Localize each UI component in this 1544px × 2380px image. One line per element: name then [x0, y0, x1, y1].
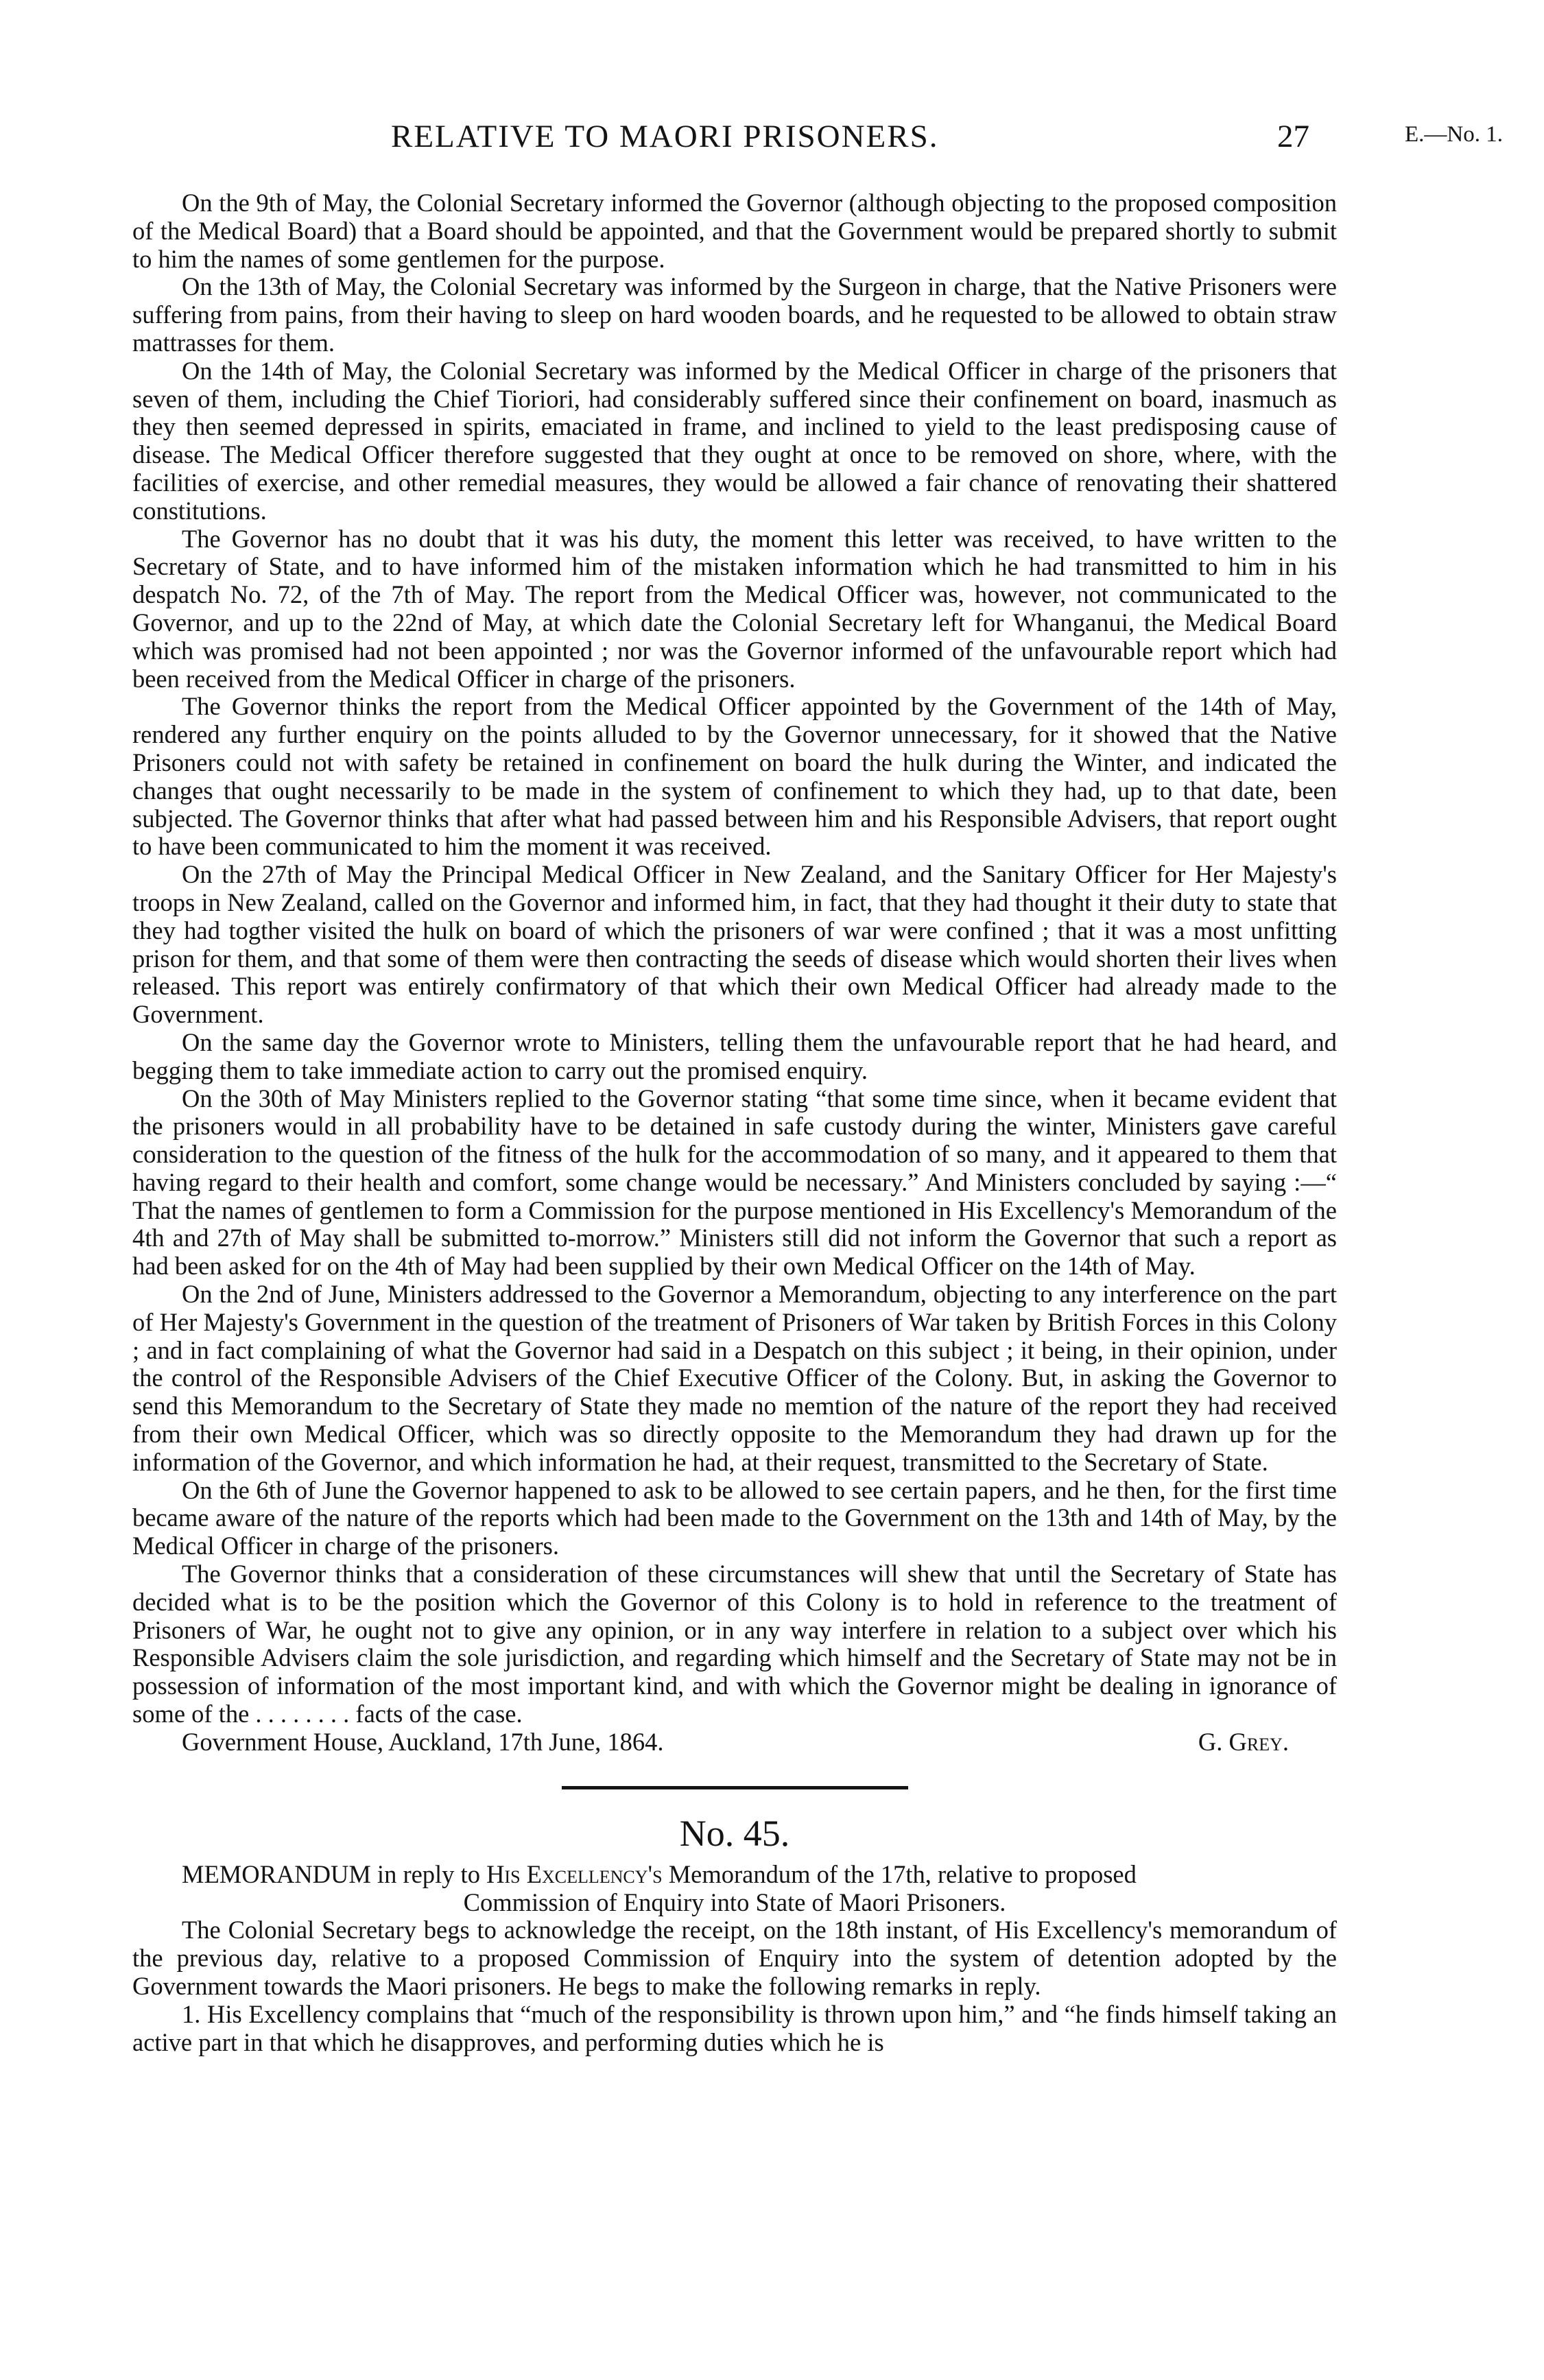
memo-paragraph: 1. His Excellency complains that “much of the responsibility is thrown upon him,” and “he finds himself taking an active part in that which he disapproves, and performing duties which he is [132, 1999, 1337, 2056]
paragraph: On the 9th of May, the Colonial Secretary informed the Governor (although objecting to the proposed composition of the Medical Board) that a Board should be appointed, and that the Government would be prepared shortly to submit to him the names of some gentlemen for the purpose. [132, 189, 1337, 273]
signature: G. Grey. [1198, 1727, 1289, 1756]
memo-heading-prefix: MEMORANDUM in reply to [182, 1859, 480, 1888]
document-number: No. 45. [679, 1812, 790, 1854]
place-and-date: Government House, Auckland, 17th June, 1864. [182, 1727, 664, 1756]
paragraph: On the 14th of May, the Colonial Secretary was informed by the Medical Officer in charge of the prisoners that seven of them, including the Chief Tioriori, had considerably suffered since their confinement on board, inasmuch as they then seemed depressed in spirits, emaciated in frame, and inclined to yield to the least predisposing cause of disease. The Medical Officer therefore suggested that they ought at once to be removed on shore, where, with the facilities of exercise, and other remedial measures, they would be allowed a fair chance of renovating their shattered constitutions. [132, 356, 1337, 525]
memo-paragraph: The Colonial Secretary begs to acknowledge the receipt, on the 18th instant, of His Excellency's memorandum of the previous day, relative to a proposed Commission of Enquiry into the system of detention adopted by the Government towards the Maori prisoners. He begs to make the following remarks in reply. [132, 1916, 1337, 2001]
running-title: RELATIVE TO MAORI PRISONERS. [391, 119, 939, 154]
memo-heading [132, 1861, 1337, 1889]
paragraph: On the 13th of May, the Colonial Secretary was informed by the Surgeon in charge, that the Native Prisoners were suffering from pains, from their having to sleep on hard wooden boards, and he requested to be allowed to obtain straw mattrasses for them. [132, 272, 1337, 357]
paper-reference: E.—No. 1. [1405, 122, 1503, 147]
paragraph: On the same day the Governor wrote to Ministers, telling them the unfavourable report that he had heard, and begging them to take immediate action to carry out the promised enquiry. [132, 1027, 1337, 1084]
paragraph: The Governor thinks the report from the Medical Officer appointed by the Government of the 14th of May, rendered any further enquiry on the points alluded to by the Governor unnecessary, for it showed that the Native Prisoners could not with safety be retained in confinement on board the hulk during the Winter, and indicated the changes that ought necessarily to be made in the system of confinement to which they had, up to that date, been subjected. The Governor thinks that after what had passed between him and his Responsible Advisers, that report ought to have been communicated to him the moment it was received. [132, 692, 1337, 861]
page-number: 27 [1277, 119, 1309, 154]
paragraph: On the 27th of May the Principal Medical Officer in New Zealand, and the Sanitary Officer for Her Majesty's troops in New Zealand, called on the Governor and informed him, in fact, that they had thought it their duty to state that they had togther visited the hulk on board of which the prisoners of war were confined ; that it was a most unfitting prison for them, and that some of them were then contracting the seeds of disease which would shorten their lives when released. This report was entirely confirmatory of that which their own Medical Officer had already made to the Government. [132, 860, 1337, 1029]
paragraph: On the 30th of May Ministers replied to the Governor stating “that some time since, when it became evident that the prisoners would in all probability have to be detained in safe custody during the winter, Ministers gave careful consideration to the question of the fitness of the hulk for the accommodation of so many, and it appeared to them that having regard to their health and comfort, some change would be necessary.” And Ministers concluded by saying :—“ That the names of gentlemen to form a Commission for the purpose mentioned in His Excellency's Memorandum of the 4th and 27th of May shall be submitted to-morrow.” Ministers still did not inform the Governor that such a report as had been asked for on the 4th of May had been supplied by their own Medical Officer on the 14th of May. [132, 1084, 1337, 1281]
document-body [132, 189, 1337, 2056]
paragraph: The Governor has no doubt that it was his duty, the moment this letter was received, to have written to the Secretary of State, and to have informed him of the mistaken information which he had transmitted to him in his despatch No. 72, of the 7th of May. The report from the Medical Officer was, however, not communicated to the Governor, and up to the 22nd of May, at which date the Colonial Secretary left for Whanganui, the Medical Board which was promised had not been appointed ; nor was the Governor informed of the unfavourable report which had been received from the Medical Officer in charge of the prisoners. [132, 524, 1337, 693]
memo-heading-suffix: Memorandum of the 17th, relative to proposed [668, 1859, 1137, 1888]
paragraph: On the 2nd of June, Ministers addressed to the Governor a Memorandum, objecting to any interference on the part of Her Majesty's Government in the question of the treatment of Prisoners of War taken by British Forces in this Colony ; and in fact complaining of what the Governor had said in a Despatch on this subject ; it being, in their opinion, under the control of the Responsible Advisers of the Chief Executive Officer of the Colony. But, in asking the Governor to send this Memorandum to the Secretary of State they made no memtion of the nature of the report they had received from their own Medical Officer, which was so directly opposite to the Memorandum they had drawn up for the information of the Governor, and which information he had, at their request, transmitted to the Secretary of State. [132, 1280, 1337, 1476]
section-divider [562, 1786, 908, 1789]
memo-heading-his-excellency: His Excellency's [486, 1859, 663, 1888]
paragraph: The Governor thinks that a consideration of these circumstances will shew that until the Secretary of State has decided what is to be the position which the Governor of this Colony is to hold in reference to the treatment of Prisoners of War, he ought not to give any opinion, or in any way interfere in relation to a subject over which his Responsible Advisers claim the sole jurisdiction, and regarding which himself and the Secretary of State may not be in possession of information of the most important kind, and with which the Governor might be dealing in ignorance of some of the . . . . . . . . facts of the case. [132, 1560, 1337, 1728]
memo-heading-line-2: Commission of Enquiry into State of Maori Prisoners. [463, 1888, 1006, 1916]
paragraph: On the 6th of June the Governor happened to ask to be allowed to see certain papers, and he then, for the first time became aware of the nature of the reports which had been made to the Government on the 13th and 14th of May, by the Medical Officer in charge of the prisoners. [132, 1475, 1337, 1560]
page-header [0, 118, 1544, 159]
signoff-line [132, 1728, 1337, 1757]
